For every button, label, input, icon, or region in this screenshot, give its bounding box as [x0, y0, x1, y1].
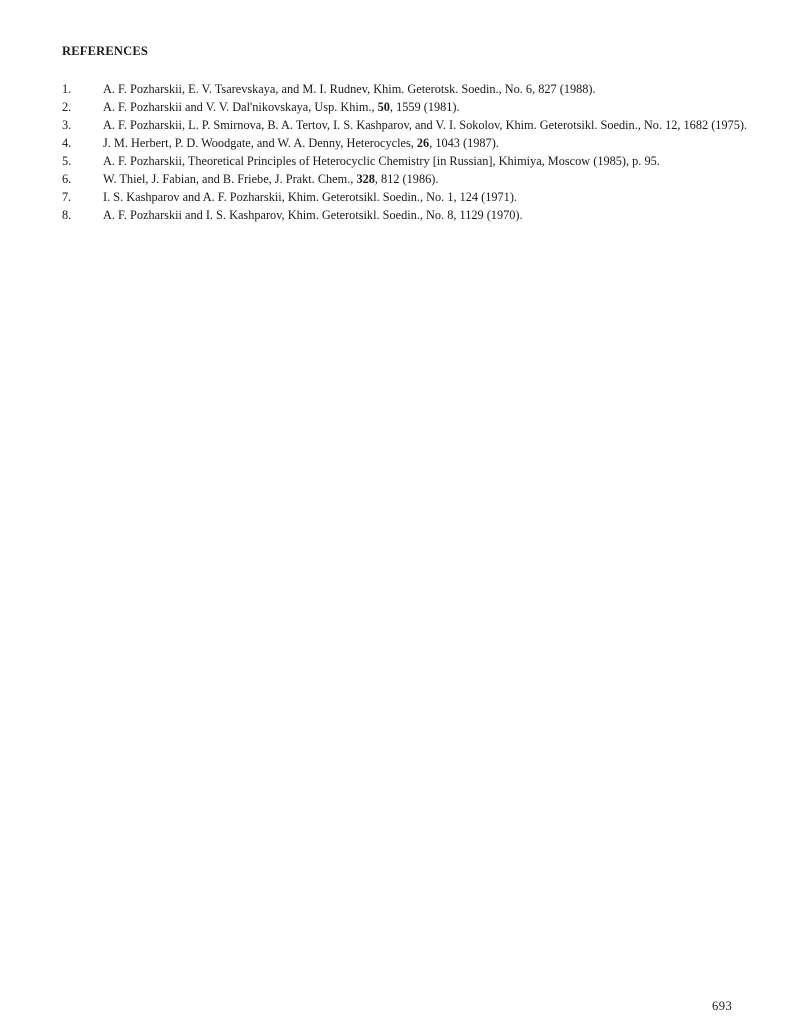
- reference-item: [62, 152, 752, 170]
- reference-text-segment: , 1043 (1987).: [429, 136, 499, 150]
- reference-text-segment: A. F. Pozharskii, E. V. Tsarevskaya, and M. I. Rudnev, Khim. Geterotsk. Soedin., No. 6, 827 (1988).: [103, 82, 596, 96]
- references-heading: REFERENCES: [62, 44, 149, 58]
- reference-text: [103, 116, 752, 134]
- reference-text-segment: J. M. Herbert, P. D. Woodgate, and W. A. Denny, Heterocycles,: [103, 136, 417, 150]
- reference-volume: 26: [416, 136, 430, 150]
- reference-number: 3.: [62, 118, 72, 132]
- reference-item: [62, 188, 752, 206]
- reference-volume: 328: [356, 172, 375, 186]
- reference-text-segment: A. F. Pozharskii and V. V. Dal'nikovskaya, Usp. Khim.,: [103, 100, 378, 114]
- page-number: 693: [712, 999, 733, 1013]
- reference-volume: 50: [377, 100, 390, 114]
- reference-text-segment: A. F. Pozharskii and I. S. Kashparov, Khim. Geterotsikl. Soedin., No. 8, 1129 (1970).: [103, 208, 523, 222]
- reference-text: [103, 170, 752, 188]
- reference-number: 1.: [62, 82, 72, 96]
- reference-number: 4.: [62, 136, 72, 150]
- reference-item: [62, 170, 752, 188]
- reference-item: [62, 80, 752, 98]
- reference-item: [62, 206, 752, 224]
- reference-text: [103, 152, 752, 170]
- reference-number: 6.: [62, 172, 72, 186]
- reference-text-segment: I. S. Kashparov and A. F. Pozharskii, Khim. Geterotsikl. Soedin., No. 1, 124 (1971).: [103, 190, 517, 204]
- reference-text: [103, 98, 752, 116]
- reference-item: [62, 98, 752, 116]
- reference-text: [103, 80, 752, 98]
- reference-item: [62, 134, 752, 152]
- reference-item: [62, 116, 752, 134]
- reference-number: 7.: [62, 190, 72, 204]
- reference-number: 2.: [62, 100, 72, 114]
- reference-text-segment: A. F. Pozharskii, L. P. Smirnova, B. A. Tertov, I. S. Kashparov, and V. I. Sokolov, Khim. Geterotsikl. Soedin., No. 12, 1682 (1975).: [103, 118, 748, 132]
- reference-text-segment: W. Thiel, J. Fabian, and B. Friebe, J. Prakt. Chem.,: [103, 172, 357, 186]
- reference-text: [103, 206, 752, 224]
- reference-number: 8.: [62, 208, 72, 222]
- reference-text: [103, 188, 752, 206]
- references-list: [62, 80, 752, 224]
- reference-text-segment: , 812 (1986).: [374, 172, 439, 186]
- reference-text-segment: , 1559 (1981).: [389, 100, 460, 114]
- reference-number: 5.: [62, 154, 72, 168]
- reference-text-segment: A. F. Pozharskii, Theoretical Principles of Heterocyclic Chemistry [in Russian], Khimiya, Moscow (1985), p. 95.: [103, 154, 660, 168]
- reference-text: [103, 134, 752, 152]
